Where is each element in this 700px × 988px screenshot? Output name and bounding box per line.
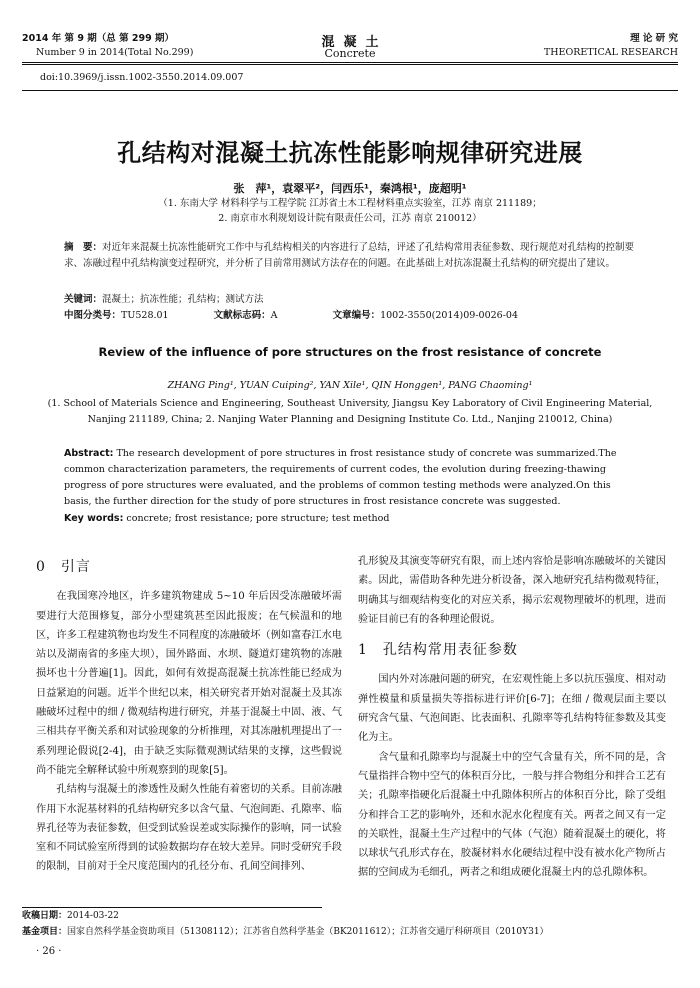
keywords-en-text: concrete; frost resistance; pore structure; test method (126, 513, 390, 524)
keywords-cn (64, 292, 640, 308)
abstract-cn-text: 对近年来混凝土抗冻性能研究工作中与孔结构相关的内容进行了总结，评述了孔结构常用表征参数、现行规范对孔结构的控制要求、冻融过程中孔结构演变过程研究，并分析了目前常用测试方法存在的问题。在此基础上对抗冻混凝土孔结构的研究提出了建议。 (64, 242, 635, 269)
page-title: 孔结构对混凝土抗冻性能影响规律研究进展 (117, 139, 583, 167)
keywords-cn-text: 混凝土；抗冻性能；孔结构；测试方法 (102, 294, 264, 305)
abstract-en (64, 446, 640, 510)
journal-en: Concrete (324, 47, 376, 60)
classification-line (64, 308, 640, 324)
clc-label: 中图分类号： (64, 310, 122, 321)
abstract-en-text: The research development of pore structures in frost resistance study of concrete was summarized.The common characterization parameters, the requirements of current codes, the evolution during freezing-thawing progress of pore structures were evaluated, and the problems of common testing methods were analyzed.On this basis, the further direction for the study of pore structures in frost resistance concrete was suggested. (64, 448, 617, 507)
funding-label: 基金项目： (22, 927, 68, 937)
affiliation-en-1: (1. School of Materials Science and Engineering, Southeast University, Jiangsu Key Laboratory of Civil Engineering Material, (47, 398, 653, 409)
funding-value: 国家自然科学基金资助项目（51308112）；江苏省自然科学基金（BK2011612）；江苏省交通厅科研项目（2010Y31） (67, 927, 549, 937)
affiliation-en-2: Nanjing 211189, China; 2. Nanjing Water Planning and Designing Institute Co. Ltd., Nanjing 210012, China) (87, 414, 613, 425)
abstract-en-label: Abstract: (64, 448, 114, 459)
section-en: THEORETICAL RESEARCH (543, 47, 678, 58)
section-heading-introduction: 0 引言 (36, 559, 91, 575)
received-label: 收稿日期： (22, 911, 68, 921)
header-rule-thin (22, 64, 678, 65)
doc-code-value: A (270, 310, 278, 321)
keywords-en-label: Key words: (64, 513, 124, 524)
journal-cn: 混 凝 土 (321, 35, 379, 50)
abstract-cn (64, 240, 640, 272)
body-right-column (358, 552, 666, 883)
authors-cn: 张 萍¹，袁翠平²，闫西乐¹，秦鸿根¹，庞超明¹ (233, 182, 467, 195)
article-no-label: 文章编号： (332, 310, 381, 321)
intro-paragraph-1: 在我国寒冷地区，许多建筑物建成 5~10 年后因受冻融破坏需要进行大范围修复，部分小型建筑甚至因此报废；在气候温和的地区，许多工程建筑物也均发生不同程度的冻融破坏（例如富春江水电站以及湖南省的多座大坝），国外路面、水坝、隧道灯建筑物的冻融损坏也十分普遍[1]。因此，如何有效提高混凝土抗冻性能已经成为日益紧迫的问题。近半个世纪以来，相关研究者开始对混凝土及其冻融破坏过程中的细 / 微观结构进行研究，并基于混凝土中固、液、气三相共存平衡关系和对试验现象的分析推理，对其冻融机理提出了一系列理论假说[2-4]，由于缺乏实际微观测试结果的支撑，这些假说尚不能完全解释试验中所观察到的现象[5]。 (36, 591, 342, 776)
title-en: Review of the influence of pore structures on the frost resistance of concrete (98, 345, 602, 359)
section-heading-parameters: 1 孔结构常用表征参数 (358, 642, 518, 659)
received-value: 2014-03-22 (67, 911, 119, 921)
intro-paragraph-2: 孔结构与混凝土的渗透性及耐久性能有着密切的关系。目前冻融作用下水泥基材料的孔结构研究多以含气量、气泡间距、孔隙率、临界孔径等为表征参数，但受到试验误差或实际操作的影响，同一试验室和不同试验室所得到的试验数据均存在较大差异。同时受研究手段的限制，目前对于全尺度范围内的孔径分布、孔间空间排列、 (36, 784, 342, 873)
clc-value: TU528.01 (121, 310, 169, 321)
doi-rule (22, 90, 678, 91)
header-rule (22, 62, 678, 63)
article-no-value: 1002-3550(2014)09-0026-04 (380, 310, 519, 321)
page-number: · 26 · (36, 946, 62, 957)
received-date (22, 908, 678, 924)
doc-code-label: 文献标志码： (213, 310, 271, 321)
right-paragraph-0: 孔形貌及其演变等研究有限，而上述内容恰是影响冻融破坏的关键因素。因此，需借助各种先进分析设备，深入地研究孔结构微观特征，明确其与细观结构变化的对应关系，揭示宏观物理破坏的机理，进而验证目前已有的各种理论假说。 (358, 556, 666, 625)
abstract-cn-label: 摘 要： (64, 242, 103, 253)
funding (22, 924, 678, 940)
affiliation-cn-1: （1. 东南大学 材料科学与工程学院 江苏省土木工程材料重点实验室，江苏 南京 211189； (158, 198, 542, 209)
keywords-en (64, 511, 640, 527)
authors-en: ZHANG Ping¹, YUAN Cuiping², YAN Xile¹, QIN Honggen¹, PANG Chaoming¹ (167, 380, 533, 391)
issue-en: Number 9 in 2014(Total No.299) (36, 47, 194, 58)
right-paragraph-2: 含气量和孔隙率均与混凝土中的空气含量有关，所不同的是，含气量指拌合物中空气的体积百分比，一般与拌合物组分和拌合工艺有关；孔隙率指硬化后混凝土中孔隙体积所占的体积百分比，除了受组分和拌合工艺的影响外，还和水泥水化程度有关。两者之间又有一定的关联性，混凝土生产过程中的气体（气泡）随着混凝土的硬化，将以球状气孔形式存在，胶凝材料水化硬结过程中没有被水化产物所占据的空间成为毛细孔，两者之和组成硬化混凝土内的总孔隙体积。 (358, 751, 666, 879)
affiliation-cn-2: 2. 南京市水利规划设计院有限责任公司，江苏 南京 210012） (218, 213, 482, 224)
body-left-column (36, 552, 342, 877)
doi: doi:10.3969/j.issn.1002-3550.2014.09.007 (40, 72, 244, 83)
right-paragraph-1: 国内外对冻融问题的研究，在宏观性能上多以抗压强度、相对动弹性模量和质量损失等指标进行评价[6-7]；在细 / 微观层面主要以研究含气量、气泡间距、比表面积、孔隙率等孔结构特征参数及其变化为主。 (358, 674, 666, 744)
issue-cn: 2014 年 第 9 期（总 第 299 期） (22, 33, 175, 44)
section-cn: 理 论 研 究 (630, 33, 678, 44)
keywords-cn-label: 关键词： (64, 294, 103, 305)
